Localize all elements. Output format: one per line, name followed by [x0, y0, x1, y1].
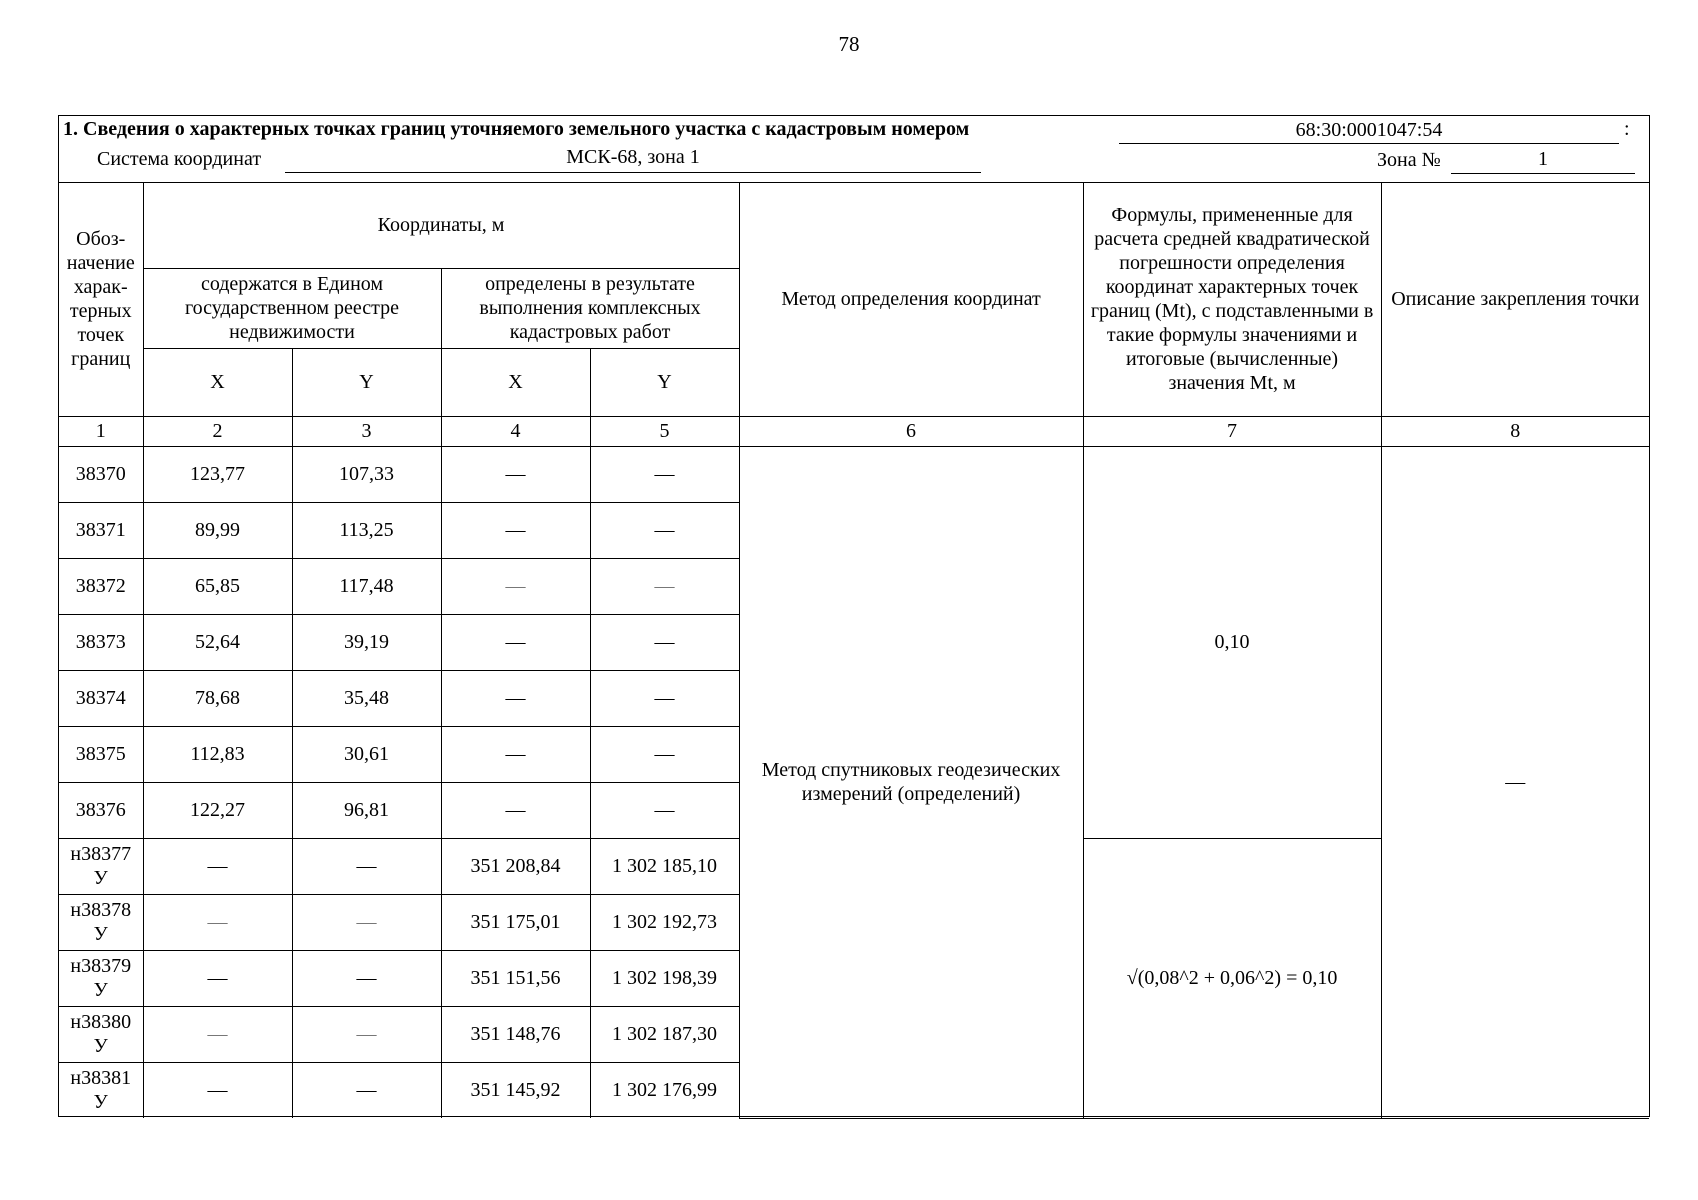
point-id: 38372: [59, 558, 143, 614]
method-cell: Метод спутниковых геодезических измерений (определений): [739, 446, 1083, 1118]
egrn-x: 122,27: [143, 782, 292, 838]
column-number: 2: [143, 416, 292, 446]
egrn-y: —: [292, 1006, 441, 1062]
egrn-y: —: [292, 894, 441, 950]
egrn-x: —: [143, 1062, 292, 1118]
determined-x: 351 208,84: [441, 838, 590, 894]
col-header-formulas: Формулы, примененные для расчета средней квадратической погрешности определения координат характерных точек границ (Mt), с подставленными в такие формулы значениями и итоговые (вычисленные) значения Mt, м: [1083, 182, 1381, 416]
egrn-x: 52,64: [143, 614, 292, 670]
mt-formula-cell: √(0,08^2 + 0,06^2) = 0,10: [1083, 838, 1381, 1118]
coord-system-label: Система координат: [97, 148, 262, 170]
point-id: 38375: [59, 726, 143, 782]
egrn-y: 117,48: [292, 558, 441, 614]
egrn-y: —: [292, 950, 441, 1006]
determined-x: —: [441, 670, 590, 726]
egrn-y: —: [292, 1062, 441, 1118]
determined-x: 351 175,01: [441, 894, 590, 950]
col-header-x-egrn: X: [143, 348, 292, 416]
point-id: н38380 У: [59, 1006, 143, 1062]
page-number: 78: [838, 32, 860, 56]
point-id: н38381 У: [59, 1062, 143, 1118]
determined-y: 1 302 198,39: [590, 950, 739, 1006]
point-id: н38378 У: [59, 894, 143, 950]
determined-y: —: [590, 502, 739, 558]
determined-y: 1 302 185,10: [590, 838, 739, 894]
col-header-designation: Обоз-начение харак-терных точек границ: [59, 182, 143, 416]
determined-y: 1 302 192,73: [590, 894, 739, 950]
determined-y: —: [590, 726, 739, 782]
column-number: 8: [1381, 416, 1649, 446]
col-header-coords-determined: определены в результате выполнения комплексных кадастровых работ: [441, 268, 739, 348]
egrn-x: 78,68: [143, 670, 292, 726]
column-number: 7: [1083, 416, 1381, 446]
column-number: 3: [292, 416, 441, 446]
column-number: 1: [59, 416, 143, 446]
title-colon: :: [1624, 118, 1630, 140]
egrn-x: —: [143, 950, 292, 1006]
determined-x: —: [441, 446, 590, 502]
point-id: н38379 У: [59, 950, 143, 1006]
col-header-coords: Координаты, м: [143, 182, 739, 268]
egrn-y: 35,48: [292, 670, 441, 726]
section-title: 1. Сведения о характерных точках границ уточняемого земельного участка с кадастровым номером: [63, 118, 970, 140]
col-header-x-determined: X: [441, 348, 590, 416]
determined-y: 1 302 187,30: [590, 1006, 739, 1062]
coord-system-value: МСК-68, зона 1: [285, 146, 981, 173]
determined-y: 1 302 176,99: [590, 1062, 739, 1118]
determined-y: —: [590, 558, 739, 614]
determined-x: 351 151,56: [441, 950, 590, 1006]
egrn-y: —: [292, 838, 441, 894]
determined-y: —: [590, 782, 739, 838]
table-header-block: [59, 116, 1649, 183]
col-header-coords-egrn: содержатся в Едином государственном реестре недвижимости: [143, 268, 441, 348]
egrn-x: 89,99: [143, 502, 292, 558]
determined-x: —: [441, 782, 590, 838]
egrn-x: —: [143, 838, 292, 894]
point-id: н38377 У: [59, 838, 143, 894]
point-id: 38374: [59, 670, 143, 726]
point-id: 38376: [59, 782, 143, 838]
mt-value-cell: 0,10: [1083, 446, 1381, 838]
determined-x: 351 145,92: [441, 1062, 590, 1118]
table-row: [59, 446, 1649, 502]
column-number: 4: [441, 416, 590, 446]
description-cell: —: [1381, 446, 1649, 1118]
determined-x: —: [441, 614, 590, 670]
point-id: 38371: [59, 502, 143, 558]
egrn-x: 123,77: [143, 446, 292, 502]
determined-x: 351 148,76: [441, 1006, 590, 1062]
zone-value: 1: [1451, 148, 1635, 174]
points-grid: [59, 182, 1649, 1119]
determined-x: —: [441, 726, 590, 782]
egrn-x: 112,83: [143, 726, 292, 782]
determined-y: —: [590, 614, 739, 670]
determined-y: —: [590, 446, 739, 502]
determined-x: —: [441, 558, 590, 614]
col-header-y-egrn: Y: [292, 348, 441, 416]
column-number: 5: [590, 416, 739, 446]
col-header-method: Метод определения координат: [739, 182, 1083, 416]
column-number: 6: [739, 416, 1083, 446]
determined-y: —: [590, 670, 739, 726]
egrn-x: 65,85: [143, 558, 292, 614]
col-header-y-determined: Y: [590, 348, 739, 416]
egrn-y: 113,25: [292, 502, 441, 558]
col-header-description: Описание закрепления точки: [1381, 182, 1649, 416]
egrn-y: 30,61: [292, 726, 441, 782]
zone-label: Зона №: [1377, 149, 1441, 171]
egrn-x: —: [143, 894, 292, 950]
column-number-row: [59, 416, 1649, 446]
point-id: 38370: [59, 446, 143, 502]
point-id: 38373: [59, 614, 143, 670]
egrn-y: 96,81: [292, 782, 441, 838]
egrn-x: —: [143, 1006, 292, 1062]
cadastral-points-table: [58, 115, 1650, 1117]
determined-x: —: [441, 502, 590, 558]
cadastral-number: 68:30:0001047:54: [1119, 119, 1619, 144]
egrn-y: 107,33: [292, 446, 441, 502]
egrn-y: 39,19: [292, 614, 441, 670]
